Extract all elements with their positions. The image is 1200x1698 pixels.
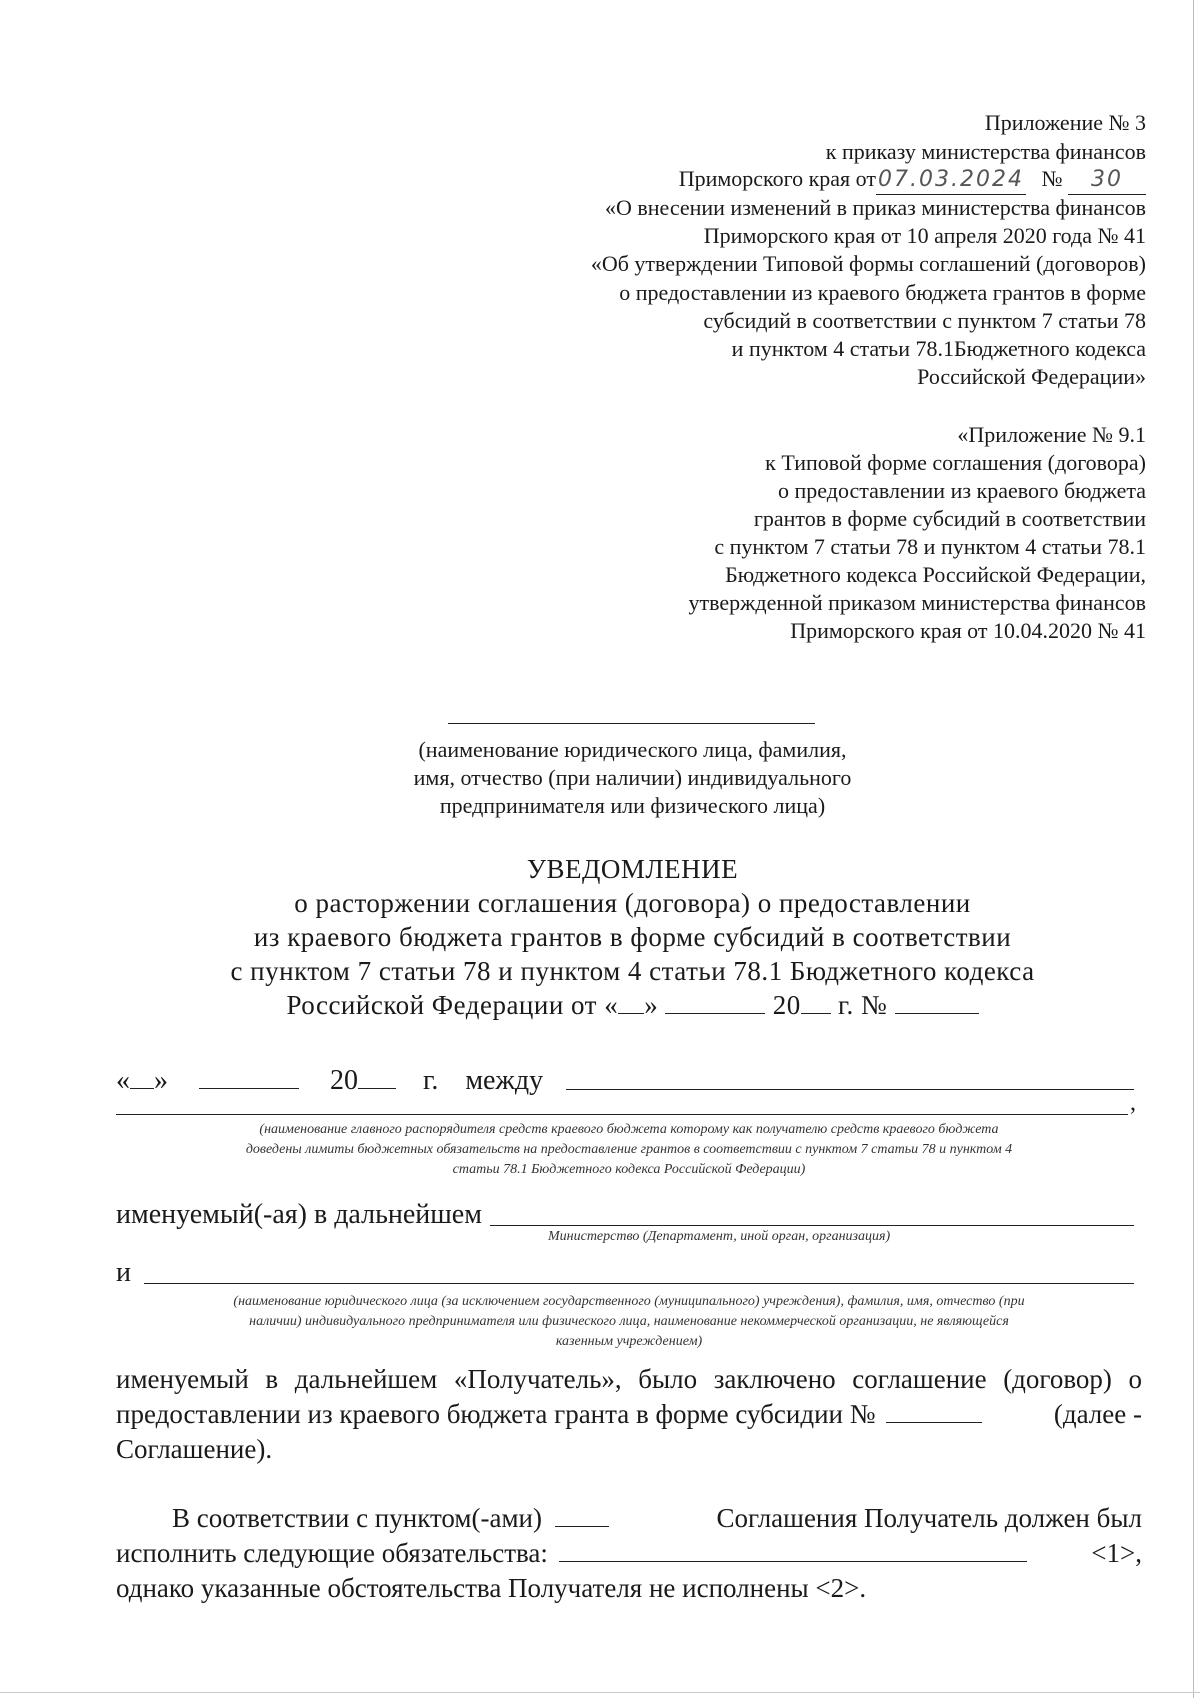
date-quote-close: »: [154, 1065, 168, 1096]
header-number-sign: №: [1041, 166, 1063, 191]
paragraph1-further: (далее -: [1053, 1399, 1142, 1429]
ministry-note: доведены лимиты бюджетных обязательств на предоставление грантов в соответствии с пунктом 7 статьи 78 и пунктом 4: [245, 1142, 1013, 1157]
recipient-note: (наименование юридического лица (за исключением государственного (муниципального) учреждения), фамилия, имя, отчество (при: [233, 1294, 1025, 1309]
between-line: [566, 1089, 1134, 1090]
header-region-from: Приморского края от: [678, 166, 876, 191]
header-appendix: Приложение № 3: [984, 110, 1146, 135]
date-g: г.: [423, 1065, 439, 1096]
addressee-caption: имя, отчество (при наличии) индивидуального: [413, 765, 852, 790]
header-to-order: к приказу министерства финансов: [825, 139, 1146, 164]
paragraph2-obligations: исполнить следующие обязательства:: [116, 1538, 548, 1568]
date-quote-open: «: [116, 1065, 130, 1096]
paragraph2-line1: [116, 1501, 1142, 1535]
paragraph2-text-end: Соглашения Получатель должен был: [716, 1503, 1142, 1533]
appendix2-line: Приморского края от 10.04.2020 № 41: [790, 618, 1146, 643]
paragraph1-line2: [116, 1397, 1142, 1431]
notice-year: 20: [772, 990, 801, 1020]
notice-subtitle: с пунктом 7 статьи 78 и пунктом 4 статьи 78.1 Бюджетного кодекса: [230, 956, 1035, 986]
notice-from-text: Российской Федерации от «: [286, 990, 619, 1020]
paragraph1-text: предоставлении из краевого бюджета гранта в форме субсидии №: [116, 1399, 876, 1429]
recipient-name-line: [144, 1283, 1134, 1284]
appendix2-line: Бюджетного кодекса Российской Федерации,: [725, 562, 1146, 587]
header-line: «Об утверждении Типовой формы соглашений (договоров): [590, 251, 1146, 276]
paragraph2-line2: [116, 1536, 1142, 1570]
named-line: [490, 1225, 1134, 1226]
notice-title: УВЕДОМЛЕНИЕ: [526, 854, 739, 884]
ministry-name-line: [116, 1114, 1128, 1115]
header-line: субсидий в соответствии с пунктом 7 статьи 78: [703, 308, 1146, 333]
page-edge-right: [1193, 0, 1194, 1698]
header-line: Приморского края от 10 апреля 2020 года № 41: [703, 223, 1146, 248]
ministry-note: статьи 78.1 Бюджетного кодекса Российской Федерации): [452, 1162, 806, 1177]
named-label: именуемый(-ая) в дальнейшем: [116, 1199, 482, 1230]
named-note: Министерство (Департамент, иной орган, организация): [548, 1229, 891, 1244]
recipient-note: наличии) индивидуального предпринимателя или физического лица, наименование некоммерческой организации, не являющейся: [249, 1314, 1009, 1329]
date-year: 20: [330, 1065, 358, 1096]
appendix2-line: утвержденной приказом министерства финансов: [688, 590, 1146, 615]
paragraph1-line1: именуемый в дальнейшем «Получатель», было заключено соглашение (договор) о: [116, 1364, 1142, 1394]
header-line: «О внесении изменений в приказ министерства финансов: [604, 195, 1146, 220]
appendix2-line: о предоставлении из краевого бюджета: [778, 478, 1146, 503]
ministry-note: (наименование главного распорядителя средств краевого бюджета которому как получателю средств краевого бюджета: [259, 1122, 999, 1137]
header-date-line: [679, 165, 1146, 195]
paragraph2-line3: однако указанные обстоятельства Получателя не исполнены <2>.: [116, 1573, 867, 1603]
handwritten-date: 07.03.2024: [878, 167, 1024, 192]
addressee-caption: предпринимателя или физического лица): [439, 793, 826, 818]
notice-quote-close: »: [644, 990, 659, 1020]
and-label: и: [116, 1257, 131, 1288]
ministry-comma: ,: [1130, 1090, 1136, 1116]
appendix2-line: «Приложение № 9.1: [957, 422, 1146, 447]
notice-subtitle: о расторжении соглашения (договора) о предоставлении: [294, 888, 971, 918]
notice-g-number: г. №: [837, 990, 888, 1020]
appendix2-line: грантов в форме субсидий в соответствии: [753, 506, 1146, 531]
addressee-line: [448, 723, 815, 724]
handwritten-number: 30: [1091, 167, 1123, 192]
appendix2-line: с пунктом 7 статьи 78 и пунктом 4 статьи 78.1: [714, 534, 1146, 559]
header-line: Российской Федерации»: [917, 364, 1146, 389]
page-edge-bottom: [0, 1692, 1200, 1693]
date-between-line: [116, 1064, 1142, 1098]
addressee-caption: (наименование юридического лица, фамилия,: [418, 737, 847, 762]
between-label: между: [465, 1065, 544, 1096]
header-line: и пунктом 4 статьи 78.1Бюджетного кодекса: [731, 336, 1146, 361]
notice-subtitle: из краевого бюджета грантов в форме субсидий в соответствии: [253, 922, 1012, 952]
paragraph2-text: В соответствии с пунктом(-ами): [172, 1503, 542, 1533]
appendix2-line: к Типовой форме соглашения (договора): [765, 450, 1146, 475]
paragraph1-line3: Соглашение).: [116, 1434, 273, 1464]
footnote-ref-1: <1>,: [1091, 1538, 1142, 1568]
header-line: о предоставлении из краевого бюджета грантов в форме: [619, 280, 1146, 305]
notice-subtitle-last: [0, 988, 1200, 1022]
recipient-note: казенным учреждением): [555, 1334, 703, 1349]
